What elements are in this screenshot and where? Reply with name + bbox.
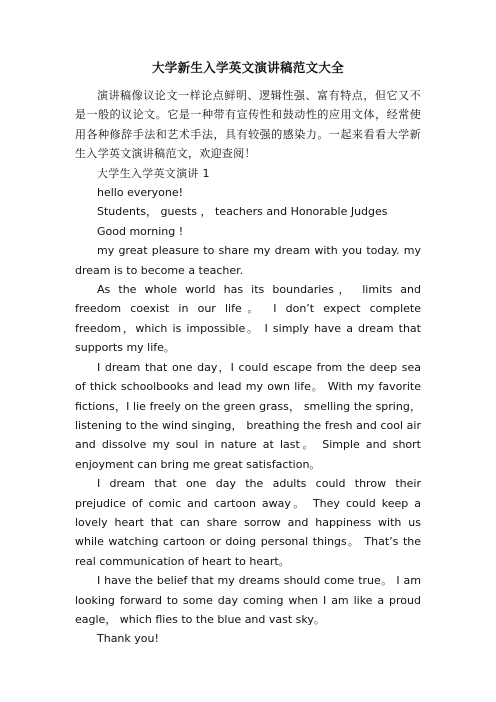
- freedom-paragraph: As the whole world has its boundaries， limits and freedom coexist in our life。 I don’t expect complete freedom，which is impossible。 I simply have a dream that supports my life。: [75, 283, 421, 355]
- good-morning-line: Good morning !: [97, 224, 184, 238]
- document-title: 大学新生入学英文演讲稿范文大全: [151, 60, 344, 75]
- adults-dream-paragraph: I dream that one day the adults could throw their prejudice of comic and cartoon away。 They could keep a lovely heart that can share sorrow and happiness with us while watching cartoon or doing personal things。 That’s the real communication of heart to heart。: [75, 477, 421, 568]
- speech-heading: 大学生入学英文演讲 1: [97, 166, 210, 180]
- closing-line: Thank you!: [97, 632, 159, 646]
- intro-paragraph: 演讲稿像议论文一样论点鲜明、逻辑性强、富有特点，但它又不是一般的议论文。它是一种带有宣传性和鼓动性的应用文体，经常使用各种修辞手法和艺术手法，具有较强的感染力。一起来看看大学新生入学英文演讲稿范文，欢迎查阅！: [75, 89, 421, 161]
- escape-dream-paragraph: I dream that one day，I could escape from the deep sea of thick schoolbooks and lead my own life。 With my favorite fictions，I lie freely on the green grass， smelling the spring，listening to the wind singing， breathing the fresh and cool air and dissolve my soul in nature at last。 Simple and short enjoyment can bring me great satisfaction。: [75, 360, 421, 471]
- audience-line: Students， guests ， teachers and Honorable Judges: [97, 205, 388, 219]
- greeting-line: hello everyone!: [97, 186, 184, 200]
- belief-paragraph: I have the belief that my dreams should come true。 I am looking forward to some day coming when I am like a proud eagle， which flies to the blue and vast sky。: [75, 574, 421, 626]
- dream-intro-paragraph: my great pleasure to share my dream with you today. my dream is to become a teacher.: [75, 244, 421, 277]
